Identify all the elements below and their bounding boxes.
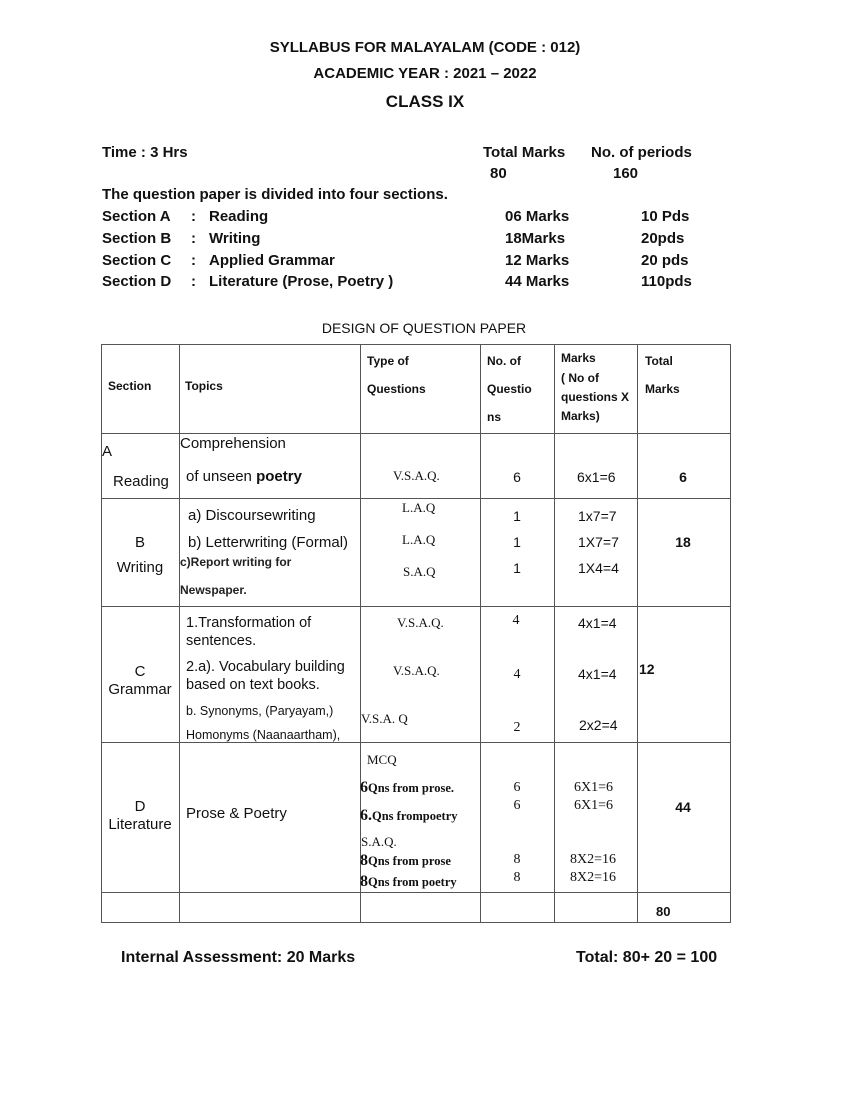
row-c-type: V.S.A.Q. [393, 663, 440, 678]
section-marks: 12 Marks [505, 252, 570, 269]
item-text: Qns from prose [368, 854, 451, 868]
row-c-type: V.S.A. Q [361, 711, 408, 726]
row-c-marks: 2x2=4 [579, 717, 618, 733]
header-section: Section [108, 379, 152, 393]
header-marks: questions X [561, 390, 630, 404]
row-d-item [360, 873, 457, 891]
table-border [179, 344, 180, 923]
row-c-marks: 4x1=4 [578, 666, 617, 682]
row-d-item [360, 807, 458, 825]
row-c-name: Grammar [108, 681, 172, 698]
section-name: Section D [102, 273, 172, 290]
row-b-topic: b) Letterwriting (Formal) [188, 534, 349, 551]
row-d-marks: 6X1=6 [574, 798, 614, 813]
row-a-no: 6 [513, 469, 521, 485]
total-marks-value: 80 [490, 165, 507, 182]
row-b-no: 1 [513, 560, 521, 576]
row-d-marks: 8X2=16 [570, 870, 617, 885]
table-border [101, 344, 731, 345]
section-periods: 20 pds [641, 252, 689, 269]
row-b-type: L.A.Q [402, 500, 436, 515]
row-c-topic: sentences. [186, 633, 257, 649]
table-border [101, 742, 731, 743]
grand-total: 80 [656, 904, 671, 919]
table-border [730, 344, 731, 923]
row-a-name: Reading [113, 473, 169, 490]
row-c-topic: 2.a). Vocabulary building [186, 659, 345, 675]
header-marks: Marks) [561, 409, 600, 423]
row-d-mcq: MCQ [367, 752, 397, 767]
design-title: DESIGN OF QUESTION PAPER [321, 320, 527, 336]
section-colon: : [191, 273, 196, 290]
row-b-topic: a) Discoursewriting [188, 507, 316, 524]
time-label: Time : 3 Hrs [102, 144, 188, 161]
item-num: 8 [360, 873, 368, 890]
item-num: 6 [360, 779, 368, 796]
row-c-no: 4 [512, 613, 520, 628]
item-text: Qns from prose. [368, 781, 454, 795]
section-colon: : [191, 208, 196, 225]
row-d-no: 8 [513, 870, 521, 885]
section-periods: 20pds [641, 230, 685, 247]
section-marks: 44 Marks [505, 273, 570, 290]
total-marks-label: Total Marks [483, 144, 566, 161]
section-topic: Writing [209, 230, 261, 247]
section-colon: : [191, 230, 196, 247]
row-c-topic: based on text books. [186, 677, 320, 693]
row-d-total: 44 [675, 799, 691, 815]
topic-bold: poetry [256, 468, 302, 485]
section-topic: Applied Grammar [209, 252, 335, 269]
section-name: Section A [102, 208, 171, 225]
row-c-no: 4 [513, 667, 521, 682]
periods-label: No. of periods [591, 144, 692, 161]
row-a-type: V.S.A.Q. [393, 468, 440, 483]
header-marks: Marks [561, 351, 596, 365]
table-border [554, 344, 555, 923]
row-b-no: 1 [513, 508, 521, 524]
row-c-total: 12 [639, 661, 655, 677]
row-d-no: 6 [513, 780, 521, 795]
section-marks: 06 Marks [505, 208, 570, 225]
row-b-type: S.A.Q [403, 564, 436, 579]
row-b-marks: 1X7=7 [578, 534, 619, 550]
academic-year: ACADEMIC YEAR : 2021 – 2022 [313, 65, 537, 82]
item-num: 6. [360, 807, 372, 824]
row-a-topic: Comprehension [180, 435, 286, 452]
header-no: ns [487, 410, 502, 424]
row-b-type: L.A.Q [402, 532, 436, 547]
row-c-letter: C [134, 663, 146, 680]
item-text: Qns frompoetry [372, 809, 458, 823]
row-b-marks: 1x7=7 [578, 508, 617, 524]
periods-value: 160 [613, 165, 639, 182]
row-a-marks: 6x1=6 [577, 469, 616, 485]
section-name: Section C [102, 252, 172, 269]
section-topic: Reading [209, 208, 269, 225]
row-c-topic: 1.Transformation of [186, 615, 312, 631]
header-total: Total [645, 354, 673, 368]
header-type: Questions [367, 382, 426, 396]
row-d-item [360, 779, 454, 797]
doc-title: SYLLABUS FOR MALAYALAM (CODE : 012) [269, 39, 581, 56]
section-name: Section B [102, 230, 172, 247]
row-a-topic [186, 468, 302, 485]
item-text: Qns from poetry [368, 875, 457, 889]
section-periods: 110pds [641, 273, 692, 290]
section-topic: Literature (Prose, Poetry ) [209, 273, 394, 290]
row-a-total: 6 [679, 469, 687, 485]
table-border [101, 344, 102, 923]
header-no: No. of [487, 354, 521, 368]
row-d-marks: 8X2=16 [570, 852, 617, 867]
table-border [637, 344, 638, 923]
row-d-no: 6 [513, 798, 521, 813]
internal-assessment: Internal Assessment: 20 Marks [121, 949, 356, 966]
table-border [101, 922, 731, 923]
class-title: CLASS IX [385, 92, 465, 111]
header-marks: ( No of [561, 371, 599, 385]
section-periods: 10 Pds [641, 208, 690, 225]
row-c-topic: b. Synonyms, (Paryayam,) [186, 704, 334, 718]
grand-total-footer: Total: 80+ 20 = 100 [576, 949, 718, 966]
row-c-marks: 4x1=4 [578, 615, 617, 631]
header-topics: Topics [185, 379, 223, 393]
row-d-item [360, 852, 451, 870]
row-d-marks: 6X1=6 [574, 780, 614, 795]
row-b-letter: B [134, 534, 146, 551]
row-b-name: Writing [116, 559, 164, 576]
section-colon: : [191, 252, 196, 269]
table-border [101, 498, 731, 499]
row-a-letter: A [102, 443, 113, 460]
row-b-no: 1 [513, 534, 521, 550]
topic-text: of unseen [186, 468, 257, 485]
section-marks: 18Marks [505, 230, 566, 247]
row-d-name: Literature [108, 816, 172, 833]
intro-text: The question paper is divided into four sections. [102, 186, 448, 203]
table-border [101, 433, 731, 434]
table-border [101, 892, 731, 893]
row-d-no: 8 [513, 852, 521, 867]
row-b-marks: 1X4=4 [578, 560, 619, 576]
item-num: 8 [360, 852, 368, 869]
row-c-type: V.S.A.Q. [397, 615, 444, 630]
header-type: Type of [367, 354, 409, 368]
row-c-topic: Homonyms (Naanaartham), [186, 728, 341, 742]
table-border [101, 606, 731, 607]
row-b-total: 18 [675, 534, 691, 550]
row-b-topic: c)Report writing for [180, 555, 292, 569]
header-total: Marks [645, 382, 680, 396]
header-no: Questio [487, 382, 532, 396]
row-d-letter: D [134, 798, 146, 815]
row-d-topic: Prose & Poetry [186, 805, 287, 822]
row-b-topic: Newspaper. [180, 583, 247, 597]
table-border [480, 344, 481, 923]
row-d-saq: S.A.Q. [361, 834, 397, 849]
row-c-no: 2 [513, 720, 521, 735]
